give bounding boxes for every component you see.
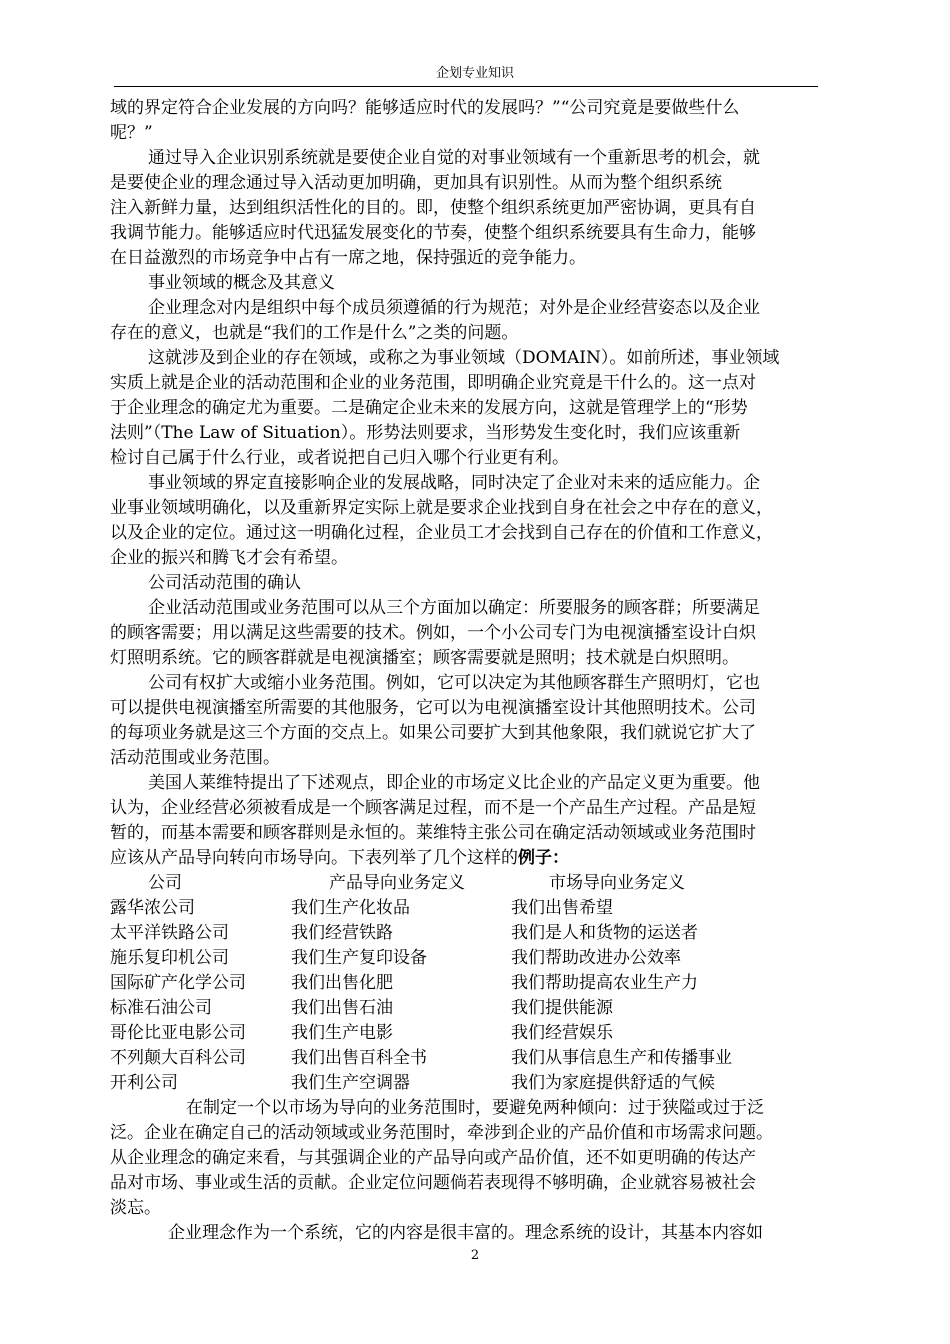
cell-market: 我们经营娱乐 bbox=[511, 1023, 613, 1043]
text-line: 灯照明系统。它的顾客群就是电视演播室；顾客需要就是照明；技术就是白炽照明。 bbox=[110, 648, 739, 668]
text-line: 注入新鲜力量，达到组织活性化的目的。即，使整个组织系统更加严密协调，更具有自 bbox=[110, 198, 756, 218]
text-line: 企业理念对内是组织中每个成员须遵循的行为规范；对外是企业经营姿态以及企业 bbox=[148, 298, 760, 318]
text-line: 域的界定符合企业发展的方向吗？能够适应时代的发展吗？”“公司究竟是要做些什么 bbox=[110, 98, 740, 118]
text-line: 检讨自己属于什么行业，或者说把自己归入哪个行业更有利。 bbox=[110, 448, 569, 468]
cell-company: 太平洋铁路公司 bbox=[110, 923, 229, 943]
text-line: 在日益激烈的市场竞争中占有一席之地，保持强近的竞争能力。 bbox=[110, 248, 586, 268]
section-heading: 公司活动范围的确认 bbox=[148, 573, 301, 593]
page-header: 企划专业知识 bbox=[435, 66, 514, 81]
cell-product: 我们生产化妆品 bbox=[291, 898, 410, 918]
cell-company: 不列颠大百科公司 bbox=[110, 1048, 246, 1068]
page-number: 2 bbox=[470, 1248, 480, 1263]
text-line: 法则”（The Law of Situation）。形势法则要求，当形势发生变化时，我们应该重新 bbox=[110, 423, 741, 443]
cell-product: 我们生产复印设备 bbox=[291, 948, 427, 968]
text-line: 在制定一个以市场为导向的业务范围时，要避免两种倾向：过于狭隘或过于泛 bbox=[186, 1098, 764, 1118]
cell-market: 我们出售希望 bbox=[511, 898, 613, 918]
table-header bbox=[110, 871, 850, 896]
column-header-company: 公司 bbox=[148, 873, 182, 893]
table-row bbox=[110, 946, 850, 971]
cell-company: 标准石油公司 bbox=[110, 998, 212, 1018]
section-heading: 事业领域的概念及其意义 bbox=[148, 273, 335, 293]
text-line: 以及企业的定位。通过这一明确化过程，企业员工才会找到自己存在的价值和工作意义， bbox=[110, 523, 773, 543]
text-line: 可以提供电视演播室所需要的其他服务，它可以为电视演播室设计其他照明技术。公司 bbox=[110, 698, 756, 718]
table-row bbox=[110, 896, 850, 921]
text-span: 应该从产品导向转向市场导向。下表列举了几个这样的 bbox=[110, 848, 518, 868]
text-line: 暂的，而基本需要和顾客群则是永恒的。莱维特主张公司在确定活动领域或业务范围时 bbox=[110, 823, 756, 843]
text-line: 事业领域的界定直接影响企业的发展战略，同时决定了企业对未来的适应能力。企 bbox=[148, 473, 760, 493]
cell-product: 我们生产电影 bbox=[291, 1023, 393, 1043]
text-line: 通过导入企业识别系统就是要使企业自觉的对事业领域有一个重新思考的机会，就 bbox=[148, 148, 760, 168]
text-line: 的顾客需要；用以满足这些需要的技术。例如，一个小公司专门为电视演播室设计白炽 bbox=[110, 623, 756, 643]
cell-product: 我们出售百科全书 bbox=[291, 1048, 427, 1068]
column-header-market: 市场导向业务定义 bbox=[549, 873, 685, 893]
text-line: 企业活动范围或业务范围可以从三个方面加以确定：所要服务的顾客群；所要满足 bbox=[148, 598, 760, 618]
bold-text: 例子： bbox=[518, 848, 569, 868]
text-line: 这就涉及到企业的存在领域，或称之为事业领域（DOMAIN）。如前所述，事业领域 bbox=[148, 348, 780, 368]
cell-market: 我们为家庭提供舒适的气候 bbox=[511, 1073, 715, 1093]
text-line: 企业理念作为一个系统，它的内容是很丰富的。理念系统的设计，其基本内容如 bbox=[168, 1223, 763, 1243]
text-line: 泛。企业在确定自己的活动领域或业务范围时，牵涉到企业的产品价值和市场需求问题。 bbox=[110, 1123, 773, 1143]
table-row bbox=[110, 1071, 850, 1096]
cell-company: 开利公司 bbox=[110, 1073, 178, 1093]
text-line: 我调节能力。能够适应时代迅猛发展变化的节奏，使整个组织系统要具有生命力，能够 bbox=[110, 223, 756, 243]
cell-company: 施乐复印机公司 bbox=[110, 948, 229, 968]
text-line: 呢？” bbox=[110, 123, 153, 143]
column-header-product: 产品导向业务定义 bbox=[329, 873, 465, 893]
cell-market: 我们帮助提高农业生产力 bbox=[511, 973, 698, 993]
table-row bbox=[110, 921, 850, 946]
header-rule bbox=[114, 86, 818, 87]
cell-market: 我们提供能源 bbox=[511, 998, 613, 1018]
text-line: 的每项业务就是这三个方面的交点上。如果公司要扩大到其他象限，我们就说它扩大了 bbox=[110, 723, 756, 743]
text-line: 业事业领域明确化，以及重新界定实际上就是要求企业找到自身在社会之中存在的意义， bbox=[110, 498, 773, 518]
cell-product: 我们经营铁路 bbox=[291, 923, 393, 943]
text-line: 存在的意义，也就是“我们的工作是什么”之类的问题。 bbox=[110, 323, 519, 343]
text-line: 实质上就是企业的活动范围和企业的业务范围，即明确企业究竟是干什么的。这一点对 bbox=[110, 373, 756, 393]
table-row bbox=[110, 996, 850, 1021]
cell-market: 我们是人和货物的运送者 bbox=[511, 923, 698, 943]
text-line: 公司有权扩大或缩小业务范围。例如，它可以决定为其他顾客群生产照明灯，它也 bbox=[148, 673, 760, 693]
cell-company: 国际矿产化学公司 bbox=[110, 973, 246, 993]
cell-market: 我们从事信息生产和传播事业 bbox=[511, 1048, 732, 1068]
table-row bbox=[110, 1021, 850, 1046]
text-line: 是要使企业的理念通过导入活动更加明确，更加具有识别性。从而为整个组织系统 bbox=[110, 173, 722, 193]
table-row bbox=[110, 971, 850, 996]
table-row bbox=[110, 1046, 850, 1071]
text-line: 美国人莱维特提出了下述观点，即企业的市场定义比企业的产品定义更为重要。他 bbox=[148, 773, 760, 793]
cell-company: 露华浓公司 bbox=[110, 898, 195, 918]
text-line: 企业的振兴和腾飞才会有希望。 bbox=[110, 548, 348, 568]
text-line: 认为，企业经营必须被看成是一个顾客满足过程，而不是一个产品生产过程。产品是短 bbox=[110, 798, 756, 818]
text-line: 从企业理念的确定来看，与其强调企业的产品导向或产品价值，还不如更明确的传达产 bbox=[110, 1148, 756, 1168]
cell-product: 我们出售化肥 bbox=[291, 973, 393, 993]
cell-product: 我们生产空调器 bbox=[291, 1073, 410, 1093]
cell-company: 哥伦比亚电影公司 bbox=[110, 1023, 246, 1043]
text-line: 淡忘。 bbox=[110, 1198, 161, 1218]
cell-product: 我们出售石油 bbox=[291, 998, 393, 1018]
text-line: 于企业理念的确定尤为重要。二是确定企业未来的发展方向，这就是管理学上的“形势 bbox=[110, 398, 748, 418]
cell-market: 我们帮助改进办公效率 bbox=[511, 948, 681, 968]
text-line: 活动范围或业务范围。 bbox=[110, 748, 280, 768]
text-line bbox=[110, 846, 850, 871]
document-body bbox=[110, 96, 850, 1246]
text-line: 品对市场、事业或生活的贡献。企业定位问题倘若表现得不够明确，企业就容易被社会 bbox=[110, 1173, 756, 1193]
